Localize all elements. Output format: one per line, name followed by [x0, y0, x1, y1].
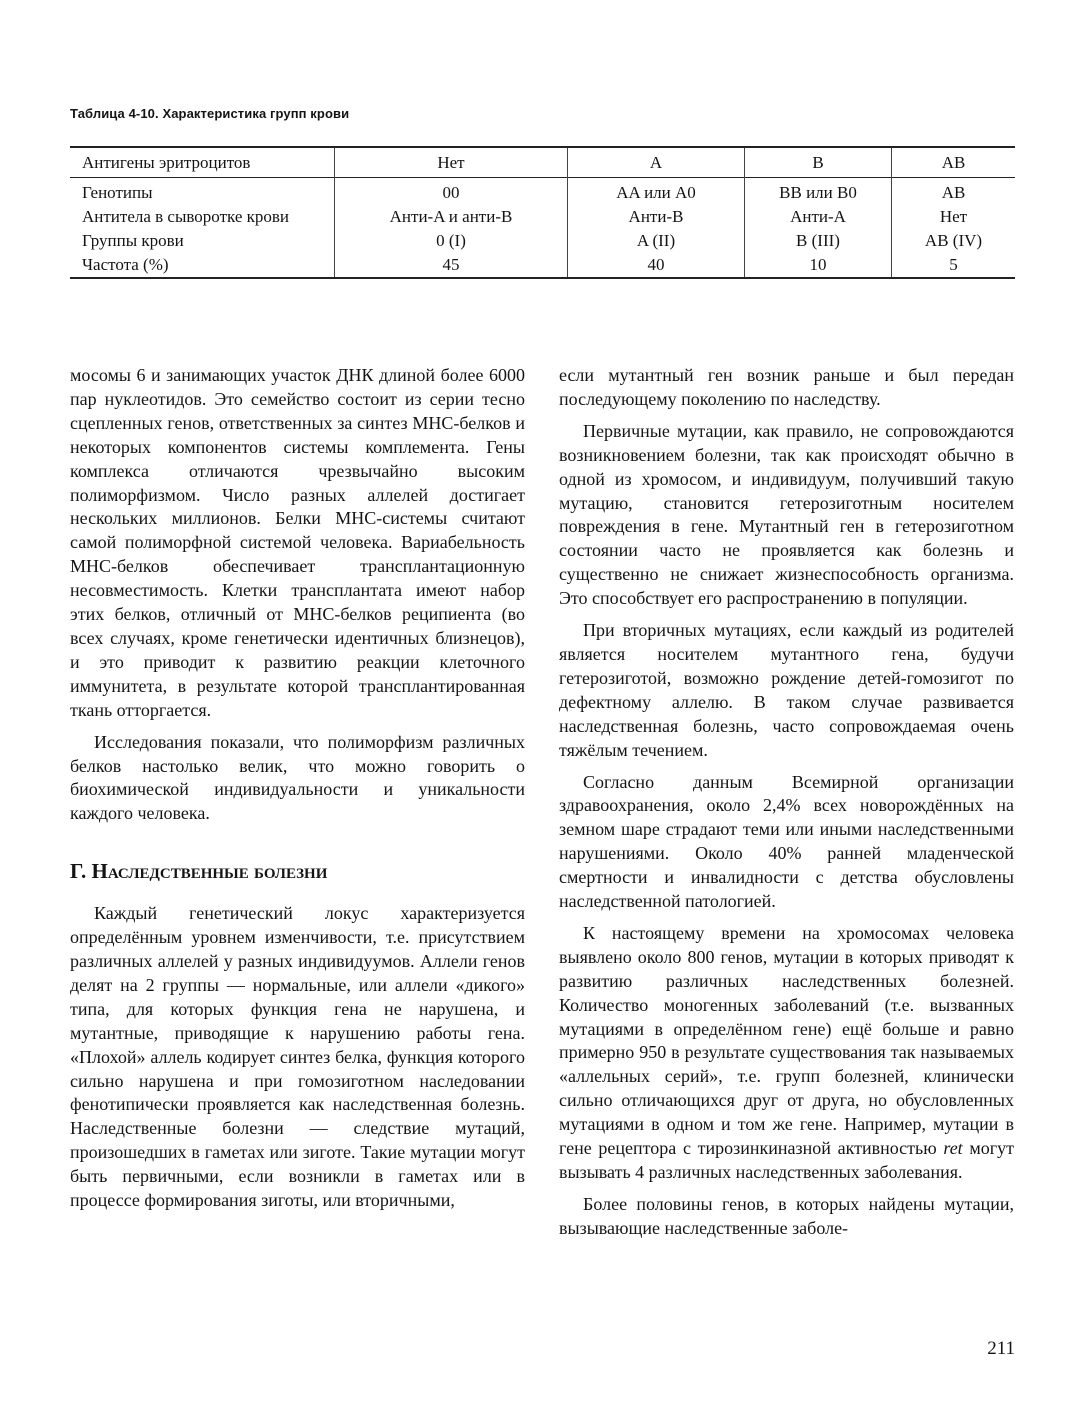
row-label: Группы крови	[82, 231, 184, 250]
table-row	[70, 205, 1015, 229]
table-cell: B (III)	[745, 229, 892, 253]
table-row	[70, 229, 1015, 253]
row-label: Антитела в сыворотке крови	[82, 207, 290, 226]
paragraph: Каждый генетический локус характеризуется определённым уровнем изменчивости, т.е. присутствием различных аллелей у разных индивидуумов. Аллели генов делят на 2 группы — нормальные, или аллели «дикого» типа, для которых функция гена не нарушена, и мутантные, приводящие к нарушению работы гена. «Плохой» аллель кодирует синтез белка, функция которого сильно нарушена и при гомозиготном наследовании фенотипически проявляется как наследственная болезнь. Наследственные болезни — следствие мутаций, произошедших в гаметах или зиготе. Такие мутации могут быть первичными, если возникли в гаметах или в процессе формирования зиготы, или вторичными,	[70, 903, 525, 1211]
table-cell: AA или A0	[568, 178, 745, 206]
header-cell: AB	[892, 147, 1016, 178]
table-row	[70, 178, 1015, 206]
paragraph: мосомы 6 и занимающих участок ДНК длиной более 6000 пар нуклеотидов. Это семейство состоит из серии тесно сцепленных генов, ответственных за синтез MHC-белков и некоторых компонентов системы комплемента. Гены комплекса отличаются чрезвычайно высоким полиморфизмом. Число разных аллелей достигает нескольких миллионов. Белки MHC-системы считают самой полиморфной системой человека. Вариабельность MHC-белков обеспечивает трансплантационную несовместимость. Клетки трансплантата имеют набор этих белков, отличный от MHC-белков реципиента (во всех случаях, кроме генетически идентичных близнецов), и это приводит к развитию реакции клеточного иммунитета, в результате которой трансплантированная ткань отторгается.	[70, 365, 525, 720]
paragraph: Первичные мутации, как правило, не сопровождаются возникновением болезни, так как происходят обычно в одной из хромосом, и индивидуум, получивший такую мутацию, становится гетерозиготным носителем повреждения в гене. Мутантный ген в гетерозиготном состоянии часто не проявляется как болезнь и существенно не снижает жизнеспособность организма. Это способствует его распространению в популяции.	[559, 420, 1014, 609]
table-cell: 00	[335, 178, 568, 206]
paragraph	[559, 922, 1014, 1185]
table-cell: BB или B0	[745, 178, 892, 206]
header-cell: Нет	[335, 147, 568, 178]
paragraph: При вторичных мутациях, если каждый из родителей является носителем мутантного гена, будучи гетерозиготой, возможно рождение детей-гомозигот по дефектному аллелю. В таком случае развивается наследственная болезнь, часто сопровождаемая очень тяжёлым течением.	[559, 620, 1014, 760]
table-cell: 10	[745, 253, 892, 278]
paragraph: Согласно данным Всемирной организации здравоохранения, около 2,4% всех новорождённых на земном шаре страдают теми или иными наследственными нарушениями. Около 40% ранней младенческой смертности и инвалидности с детства обусловлены наследственной патологией.	[559, 771, 1014, 912]
table-caption: Таблица 4-10. Характеристика групп крови	[70, 106, 350, 121]
table-row	[70, 253, 1015, 278]
table-cell: Анти-B	[568, 205, 745, 229]
header-cell: B	[745, 147, 892, 178]
gene-name: ret	[943, 1138, 963, 1159]
table-cell: 40	[568, 253, 745, 278]
right-text-column	[559, 364, 1014, 1241]
paragraph: Исследования показали, что полиморфизм различных белков настолько велик, что можно говорить о биохимической индивидуальности и уникальности каждого человека.	[70, 731, 525, 824]
left-text-column	[70, 364, 525, 1213]
header-cell: Антигены эритроцитов	[82, 153, 251, 172]
header-cell: A	[568, 147, 745, 178]
paragraph-text: могут вызывать 4 различных наследственных заболевания.	[559, 1138, 1015, 1182]
table-cell: Анти-A и анти-B	[335, 205, 568, 229]
table-cell: 5	[892, 253, 1016, 278]
paragraph: если мутантный ген возник раньше и был передан последующему поколению по наследству.	[559, 365, 1014, 409]
section-heading: Г. Наследственные болезни	[70, 859, 328, 884]
row-label: Генотипы	[82, 183, 153, 202]
table-cell: A (II)	[568, 229, 745, 253]
table-cell: 45	[335, 253, 568, 278]
row-label: Частота (%)	[82, 255, 169, 274]
table-cell: Нет	[892, 205, 1016, 229]
table-header-row	[70, 147, 1015, 178]
table-cell: Анти-A	[745, 205, 892, 229]
table-cell: AB	[892, 178, 1016, 206]
table-cell: AB (IV)	[892, 229, 1016, 253]
paragraph-text: К настоящему времени на хромосомах человека выявлено около 800 генов, мутации в которых приводят к развитию различных наследственных болезней. Количество моногенных заболеваний (т.е. вызванных мутациями в определённом гене) ещё больше и равно примерно 950 в результате существования так называемых «аллельных серий», т.е. групп болезней, клинически сильно отличающихся друг от друга, но обусловленных мутациями в одном и том же гене. Например, мутации в гене рецептора с тирозинкиназной активностью	[559, 922, 1014, 1159]
table-cell: 0 (I)	[335, 229, 568, 253]
blood-groups-table	[70, 146, 1015, 279]
page-number: 211	[987, 1338, 1015, 1359]
paragraph: Более половины генов, в которых найдены мутации, вызывающие наследственные заболе-	[559, 1193, 1014, 1238]
